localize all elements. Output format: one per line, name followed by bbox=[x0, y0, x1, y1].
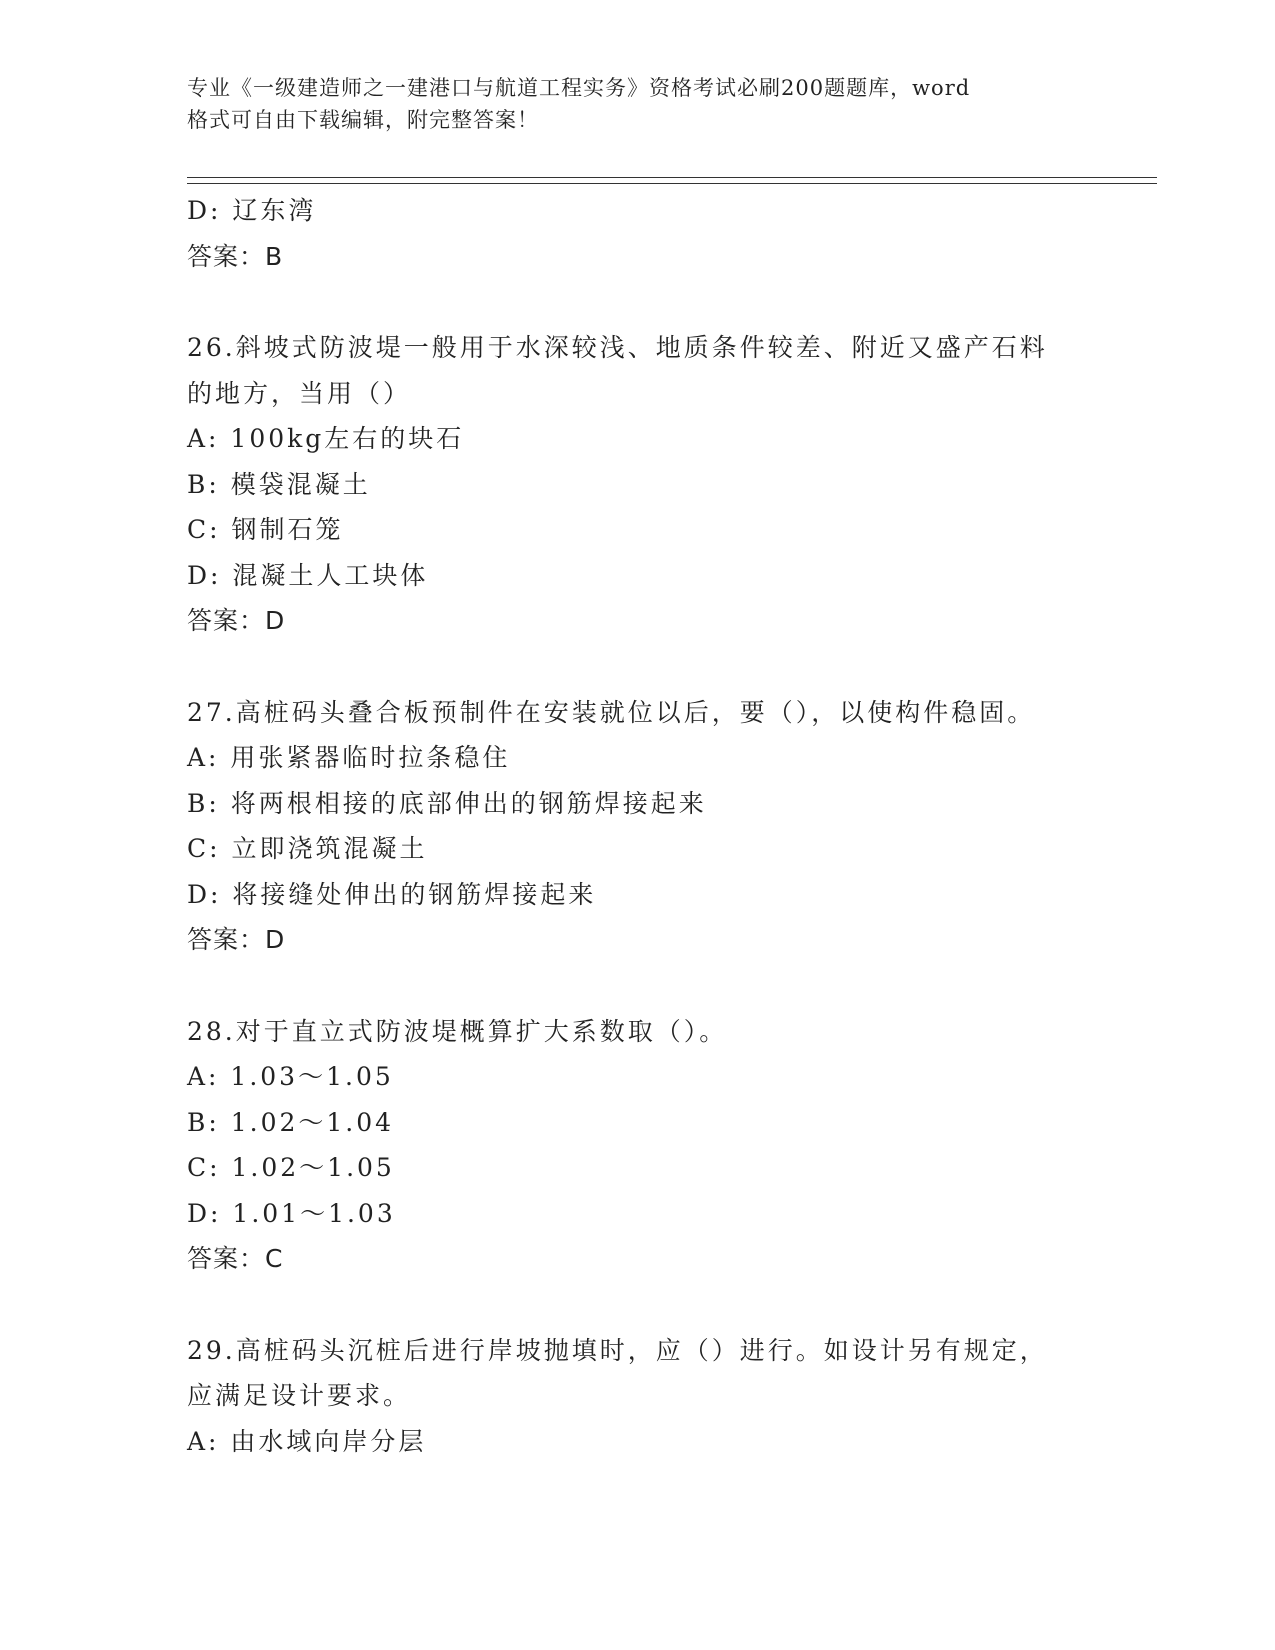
spacer bbox=[187, 279, 1087, 325]
option-b: B: 1.02～1.04 bbox=[187, 1107, 395, 1137]
answer-line: 答案：D bbox=[187, 606, 286, 635]
spacer bbox=[187, 1282, 1087, 1328]
question-text: 28.对于直立式防波堤概算扩大系数取（）。 bbox=[187, 1016, 728, 1046]
previous-question-tail bbox=[187, 188, 1087, 279]
option-b: B: 模袋混凝土 bbox=[187, 469, 371, 499]
option-c: C: 钢制石笼 bbox=[187, 515, 344, 544]
question-text: 26.斜坡式防波堤一般用于水深较浅、地质条件较差、附近又盛产石料 bbox=[187, 333, 1048, 362]
question-text: 应满足设计要求。 bbox=[187, 1381, 412, 1410]
header-title-line-2: 格式可自由下载编辑，附完整答案！ bbox=[187, 108, 539, 132]
option-d: D: 混凝土人工块体 bbox=[187, 560, 429, 590]
option-b: B: 将两根相接的底部伸出的钢筋焊接起来 bbox=[187, 788, 707, 818]
question-text: 27.高桩码头叠合板预制件在安装就位以后，要（），以使构件稳固。 bbox=[187, 697, 1036, 727]
answer-line: 答案：D bbox=[187, 925, 286, 954]
option-d: D: 1.01～1.03 bbox=[187, 1198, 396, 1228]
document-header bbox=[187, 72, 1067, 136]
option-d: D: 辽东湾 bbox=[187, 196, 317, 225]
spacer bbox=[187, 963, 1087, 1009]
option-a: A: 1.03～1.05 bbox=[187, 1062, 394, 1091]
spacer bbox=[187, 644, 1087, 690]
option-d: D: 将接缝处伸出的钢筋焊接起来 bbox=[187, 879, 597, 909]
question-text: 29.高桩码头沉桩后进行岸坡抛填时，应（）进行。如设计另有规定， bbox=[187, 1335, 1048, 1365]
question-text: 的地方，当用（） bbox=[187, 378, 412, 408]
header-divider-top bbox=[187, 177, 1157, 178]
question-27 bbox=[187, 690, 1087, 963]
option-a: A: 用张紧器临时拉条稳住 bbox=[187, 743, 511, 772]
question-29 bbox=[187, 1328, 1087, 1465]
option-a: A: 由水域向岸分层 bbox=[187, 1426, 427, 1456]
option-c: C: 立即浇筑混凝土 bbox=[187, 834, 428, 863]
option-a: A: 100kg左右的块石 bbox=[187, 424, 465, 453]
header-title-line-1: 专业《一级建造师之一建港口与航道工程实务》资格考试必刷200题题库，word bbox=[187, 76, 971, 100]
question-list bbox=[187, 188, 1087, 1464]
answer-line: 答案：B bbox=[187, 241, 284, 271]
question-28 bbox=[187, 1009, 1087, 1282]
option-c: C: 1.02～1.05 bbox=[187, 1153, 395, 1182]
header-divider-bottom bbox=[187, 183, 1157, 184]
answer-line: 答案：C bbox=[187, 1244, 284, 1273]
question-26 bbox=[187, 325, 1087, 644]
